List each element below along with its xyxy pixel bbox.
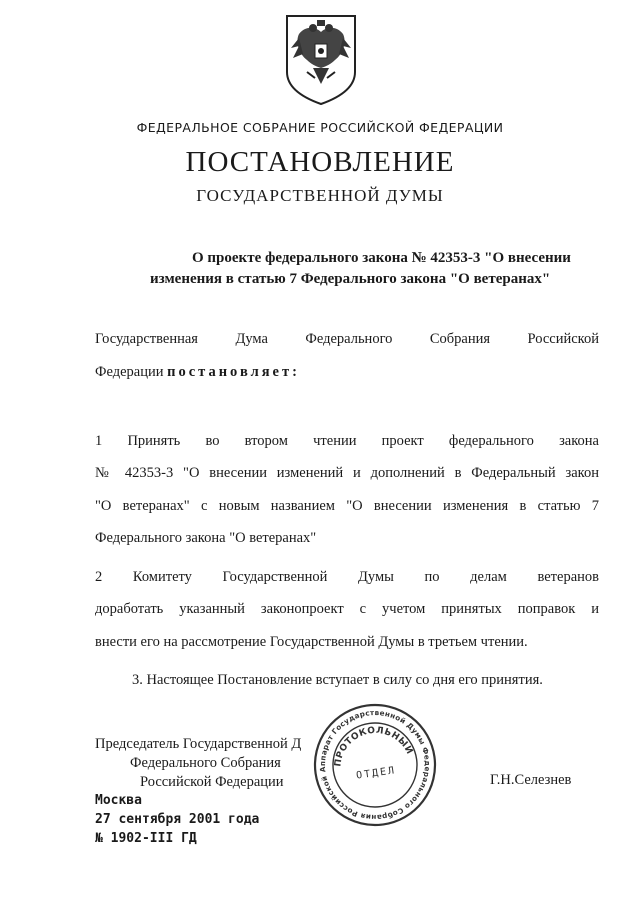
paragraph-1-line-2: № 42353-3 "О внесении изменений и дополнений в Федеральный закон xyxy=(95,465,599,481)
paragraph-2-line-2: доработать указанный законопроект с учетом принятых поправок и xyxy=(95,601,599,617)
resolves-word: постановляет: xyxy=(167,364,300,380)
intro-prefix: Федерации xyxy=(95,364,168,380)
paragraph-3: 3. Настоящее Постановление вступает в силу со дня его принятия. xyxy=(132,672,543,688)
paragraph-2-line-3: внести его на рассмотрение Государственной Думы в третьем чтении. xyxy=(95,634,528,650)
intro-line-1: Государственная Дума Федерального Собрания Российской xyxy=(95,331,599,347)
signature-position-line-1: Председатель Государственной Д xyxy=(95,736,302,752)
resolution-number: № 1902-III ГД xyxy=(95,831,197,846)
stamp-ring-text: Аппарат Государственной Думы Федерального Собрания Российской xyxy=(317,707,433,823)
coat-of-arms-icon xyxy=(285,14,357,106)
paragraph-1-line-3: "О ветеранах" с новым названием "О внесении изменения в статью 7 xyxy=(95,498,599,514)
stamp-center-text: ОТДЕЛ xyxy=(355,765,397,782)
signature-position-line-2: Федерального Собрания xyxy=(130,755,281,771)
organization-header: ФЕДЕРАЛЬНОЕ СОБРАНИЕ РОССИЙСКОЙ ФЕДЕРАЦИИ xyxy=(136,120,504,135)
issue-date: 27 сентября 2001 года xyxy=(95,812,260,827)
signature-position-line-3: Российской Федерации xyxy=(140,774,284,790)
paragraph-1-line-4: Федерального закона "О ветеранах" xyxy=(95,530,317,546)
stamp-inner-top-text: ПРОТОКОЛЬНЫЙ xyxy=(333,725,415,768)
intro-line-2 xyxy=(95,364,300,381)
paragraph-1-line-1: 1 Принять во втором чтении проект федерального закона xyxy=(95,433,599,449)
paragraph-2-line-1: 2 Комитету Государственной Думы по делам ветеранов xyxy=(95,569,599,585)
signer-name: Г.Н.Селезнев xyxy=(490,772,572,788)
official-stamp-icon xyxy=(312,702,438,828)
issue-city: Москва xyxy=(95,793,142,808)
document-title: ПОСТАНОВЛЕНИЕ xyxy=(185,146,455,178)
document-subtitle: ГОСУДАРСТВЕННОЙ ДУМЫ xyxy=(196,186,444,205)
resolution-heading-line-1: О проекте федерального закона № 42353-3 "О внесении xyxy=(192,250,571,266)
svg-text:Аппарат Государственной Думы Ф xyxy=(312,702,438,828)
resolution-heading-line-2: изменения в статью 7 Федерального закона "О ветеранах" xyxy=(150,271,551,287)
